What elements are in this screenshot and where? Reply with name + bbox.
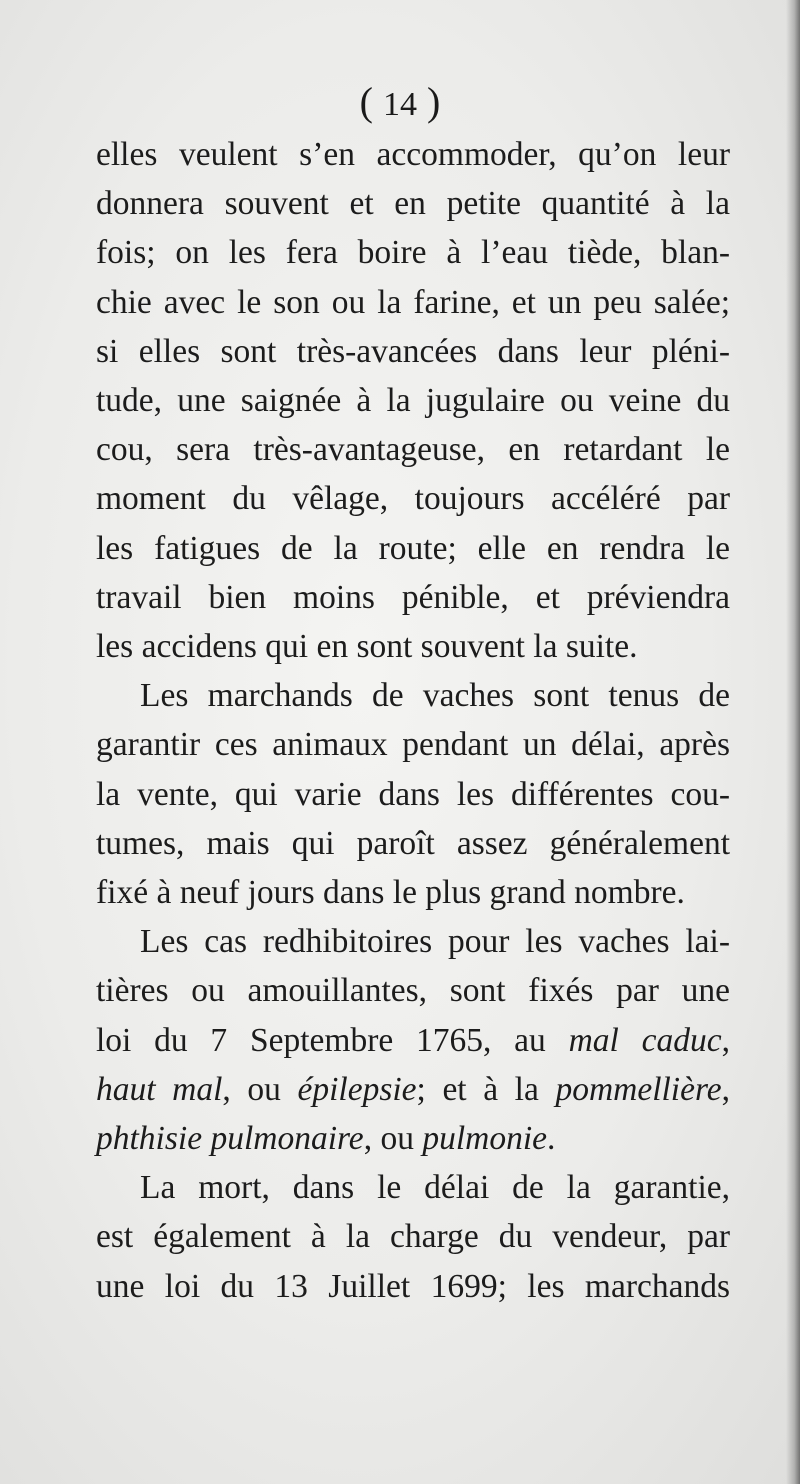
text-segment: , [721, 1021, 730, 1059]
text-line: garantir ces animaux pendant un délai, après [96, 726, 730, 764]
text-line: les fatigues de la route; elle en rendra le [96, 529, 730, 567]
text-line-with-italics [96, 1016, 730, 1065]
text-line: travail bien moins pénible, et préviendra [96, 578, 730, 616]
italic-term: épilepsie [297, 1070, 417, 1108]
text-line: tude, une saignée à la jugulaire ou veine du [96, 382, 730, 420]
text-line-with-italics [96, 1065, 730, 1114]
text-segment: , ou [222, 1070, 298, 1108]
text-segment: ; et à la [416, 1070, 556, 1108]
text-line: est également à la charge du vendeur, par [96, 1218, 730, 1256]
text-line: moment du vêlage, toujours accéléré par [96, 480, 730, 518]
text-line: chie avec le son ou la farine, et un peu salée; [96, 283, 730, 321]
paragraph-start-line: La mort, dans le délai de la garantie, [140, 1169, 730, 1207]
paragraph-end-line: fixé à neuf jours dans le plus grand nombre. [96, 874, 685, 912]
text-line: cou, sera très-avantageuse, en retardant le [96, 431, 730, 469]
text-line: donnera souvent et en petite quantité à la [96, 185, 730, 223]
text-segment: loi du 7 Septembre 1765, au [96, 1021, 569, 1059]
paragraph-end-line [96, 1114, 730, 1163]
italic-term: mal caduc [568, 1021, 722, 1059]
text-segment: , ou [363, 1120, 423, 1158]
text-line: fois; on les fera boire à l’eau tiède, blan- [96, 234, 730, 272]
italic-term: pulmonie [422, 1120, 547, 1158]
italic-term: haut mal [96, 1070, 223, 1108]
paragraph-start-line: Les marchands de vaches sont tenus de [140, 677, 730, 715]
text-segment: , [721, 1070, 731, 1108]
text-line: si elles sont très-avancées dans leur pléni- [96, 332, 730, 370]
text-segment: . [547, 1120, 556, 1158]
page-edge-shadow [786, 0, 800, 1484]
paragraph-start-line: Les cas redhibitoires pour les vaches lai- [140, 923, 730, 961]
text-line: la vente, qui varie dans les différentes cou- [96, 775, 730, 813]
text-line: elles veulent s’en accommoder, qu’on leur [96, 136, 730, 173]
text-line: tumes, mais qui paroît assez généralement [96, 824, 730, 862]
italic-term: phthisie pulmonaire [96, 1120, 364, 1158]
text-line: une loi du 13 Juillet 1699; les marchands [96, 1267, 730, 1305]
italic-term: pommellière [555, 1070, 722, 1108]
page-number-header [0, 78, 800, 125]
header-close-paren: ) [427, 79, 441, 124]
header-open-paren: ( [359, 79, 373, 124]
page-number: 14 [383, 86, 417, 123]
page-body-text [96, 130, 730, 1311]
text-line: tières ou amouillantes, sont fixés par une [96, 972, 730, 1010]
paragraph-end-line: les accidens qui en sont souvent la suite. [96, 628, 638, 666]
